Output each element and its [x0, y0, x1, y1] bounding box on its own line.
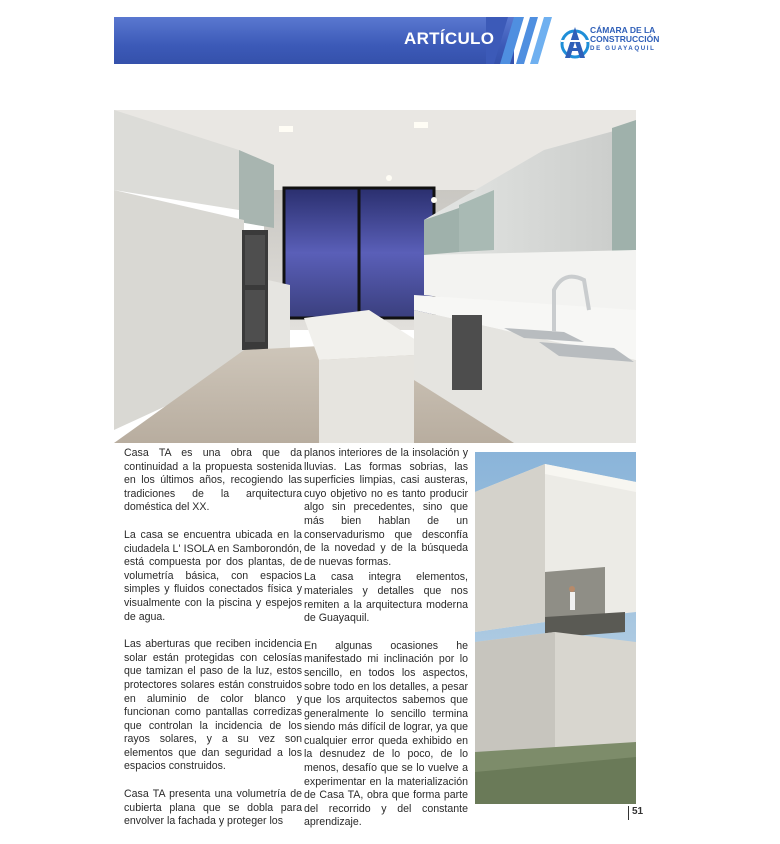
logo-line-1: CÁMARA DE LA [590, 25, 656, 35]
logo-line-3: DE GUAYAQUIL [590, 45, 656, 53]
camara-logo [560, 24, 660, 64]
kitchen-interior-photo [114, 110, 636, 443]
paragraph: Casa TA presenta una volumetría de cubierta plana que se dobla para envolver la fachada y proteger los [124, 788, 302, 828]
logo-text [590, 26, 662, 54]
text-column-1 [124, 447, 302, 843]
paragraph: Casa TA es una obra que da continuidad a la propuesta sostenida en los últimos años, recogiendo las tradiciones de la arquitectura doméstica del XX. [124, 447, 302, 514]
text-column-2 [304, 447, 468, 844]
page-number-divider [628, 806, 629, 820]
page-number: 51 [632, 806, 644, 817]
header-stripes [486, 17, 558, 64]
section-title: ARTÍCULO [404, 29, 495, 48]
house-exterior-photo [475, 452, 636, 804]
paragraph: En algunas ocasiones he manifestado mi inclinación por lo sencillo, en todos los aspectos, sobre todo en los detalles, a pesar que los arquitectos sabemos que generalmente lo sencillo termina siendo más difícil de lograr, ya que cualquier error queda exhibido en la desnudez de lo poco, de lo menos, desafío que se lo vuelve a experimentar en la materialización de Casa TA, obra que forma parte del recorrido y del constante aprendizaje. [304, 639, 468, 829]
logo-line-2: CONSTRUCCIÓN [590, 34, 660, 45]
paragraph: planos interiores de la insolación y lluvias. Las formas sobrias, las superficies limpias, casi austeras, cuyo objetivo no es tanto producir algo sin precedentes, sino que más bien hablan de un conservadurismo que desconfía de la novedad y de la búsqueda de nuevas formas. [304, 447, 468, 568]
paragraph: La casa se encuentra ubicada en la ciudadela L' ISOLA en Samborondón, está compuesta por dos plantas, de volumetría básica, con espacios simples y fluidos conectados física y visualmente con la piscina y espejos de agua. [124, 528, 302, 623]
logo-a-icon [560, 24, 594, 62]
paragraph: La casa integra elementos, materiales y detalles que nos remiten a la arquitectura moderna de Guayaquil. [304, 571, 468, 625]
paragraph: Las aberturas que reciben incidencia solar están protegidas con celosías que tamizan el paso de la luz, estos protectores solares están construidos en aluminio de color blanco y funcionan como pantallas corredizas que controlan la incidencia de los rayos solares, y a su vez son elementos que dan seguridad a los espacios construidos. [124, 638, 302, 773]
